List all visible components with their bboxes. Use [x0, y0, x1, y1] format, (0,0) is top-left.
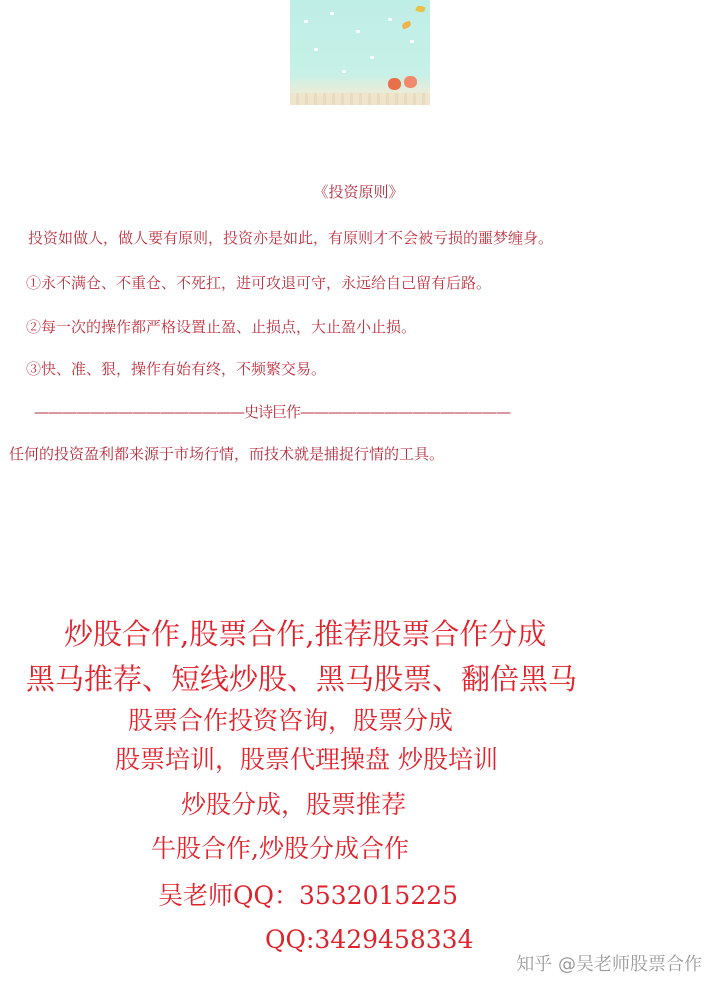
investment-quote: 任何的投资盈利都来源于市场行情，而技术就是捕捉行情的工具。 — [9, 445, 445, 463]
principle-rule-2: ②每一次的操作都严格设置止盈、止损点，大止盈小止损。 — [26, 318, 417, 336]
contact-qq-secondary: QQ:3429458334 — [265, 925, 474, 954]
promo-line-3: 股票合作投资咨询，股票分成 — [128, 706, 454, 735]
promo-line-5: 炒股分成，股票推荐 — [181, 790, 407, 819]
zhihu-watermark: 知乎 @吴老师股票合作 — [516, 954, 702, 975]
promo-line-1: 炒股合作,股票合作,推荐股票合作分成 — [64, 617, 547, 651]
principles-title: 《投资原则》 — [313, 183, 404, 201]
principle-rule-1: ①永不满仓、不重仓、不死扛，进可攻退可守，永远给自己留有后路。 — [26, 274, 492, 292]
promo-line-2: 黑马推荐、短线炒股、黑马股票、翻倍黑马 — [26, 662, 578, 696]
principles-intro: 投资如做人，做人要有原则，投资亦是如此，有原则才不会被亏损的噩梦缠身。 — [28, 229, 554, 247]
promo-line-6: 牛股合作,炒股分成合作 — [151, 834, 409, 863]
promo-line-4: 股票培训，股票代理操盘 炒股培训 — [115, 745, 498, 774]
principle-rule-3: ③快、准、狠，操作有始有终，不频繁交易。 — [26, 360, 327, 378]
contact-qq-primary: 吴老师QQ：3532015225 — [158, 881, 459, 910]
decorative-illustration — [290, 0, 430, 105]
section-divider: ———————————————史诗巨作——————————————— — [34, 403, 511, 421]
